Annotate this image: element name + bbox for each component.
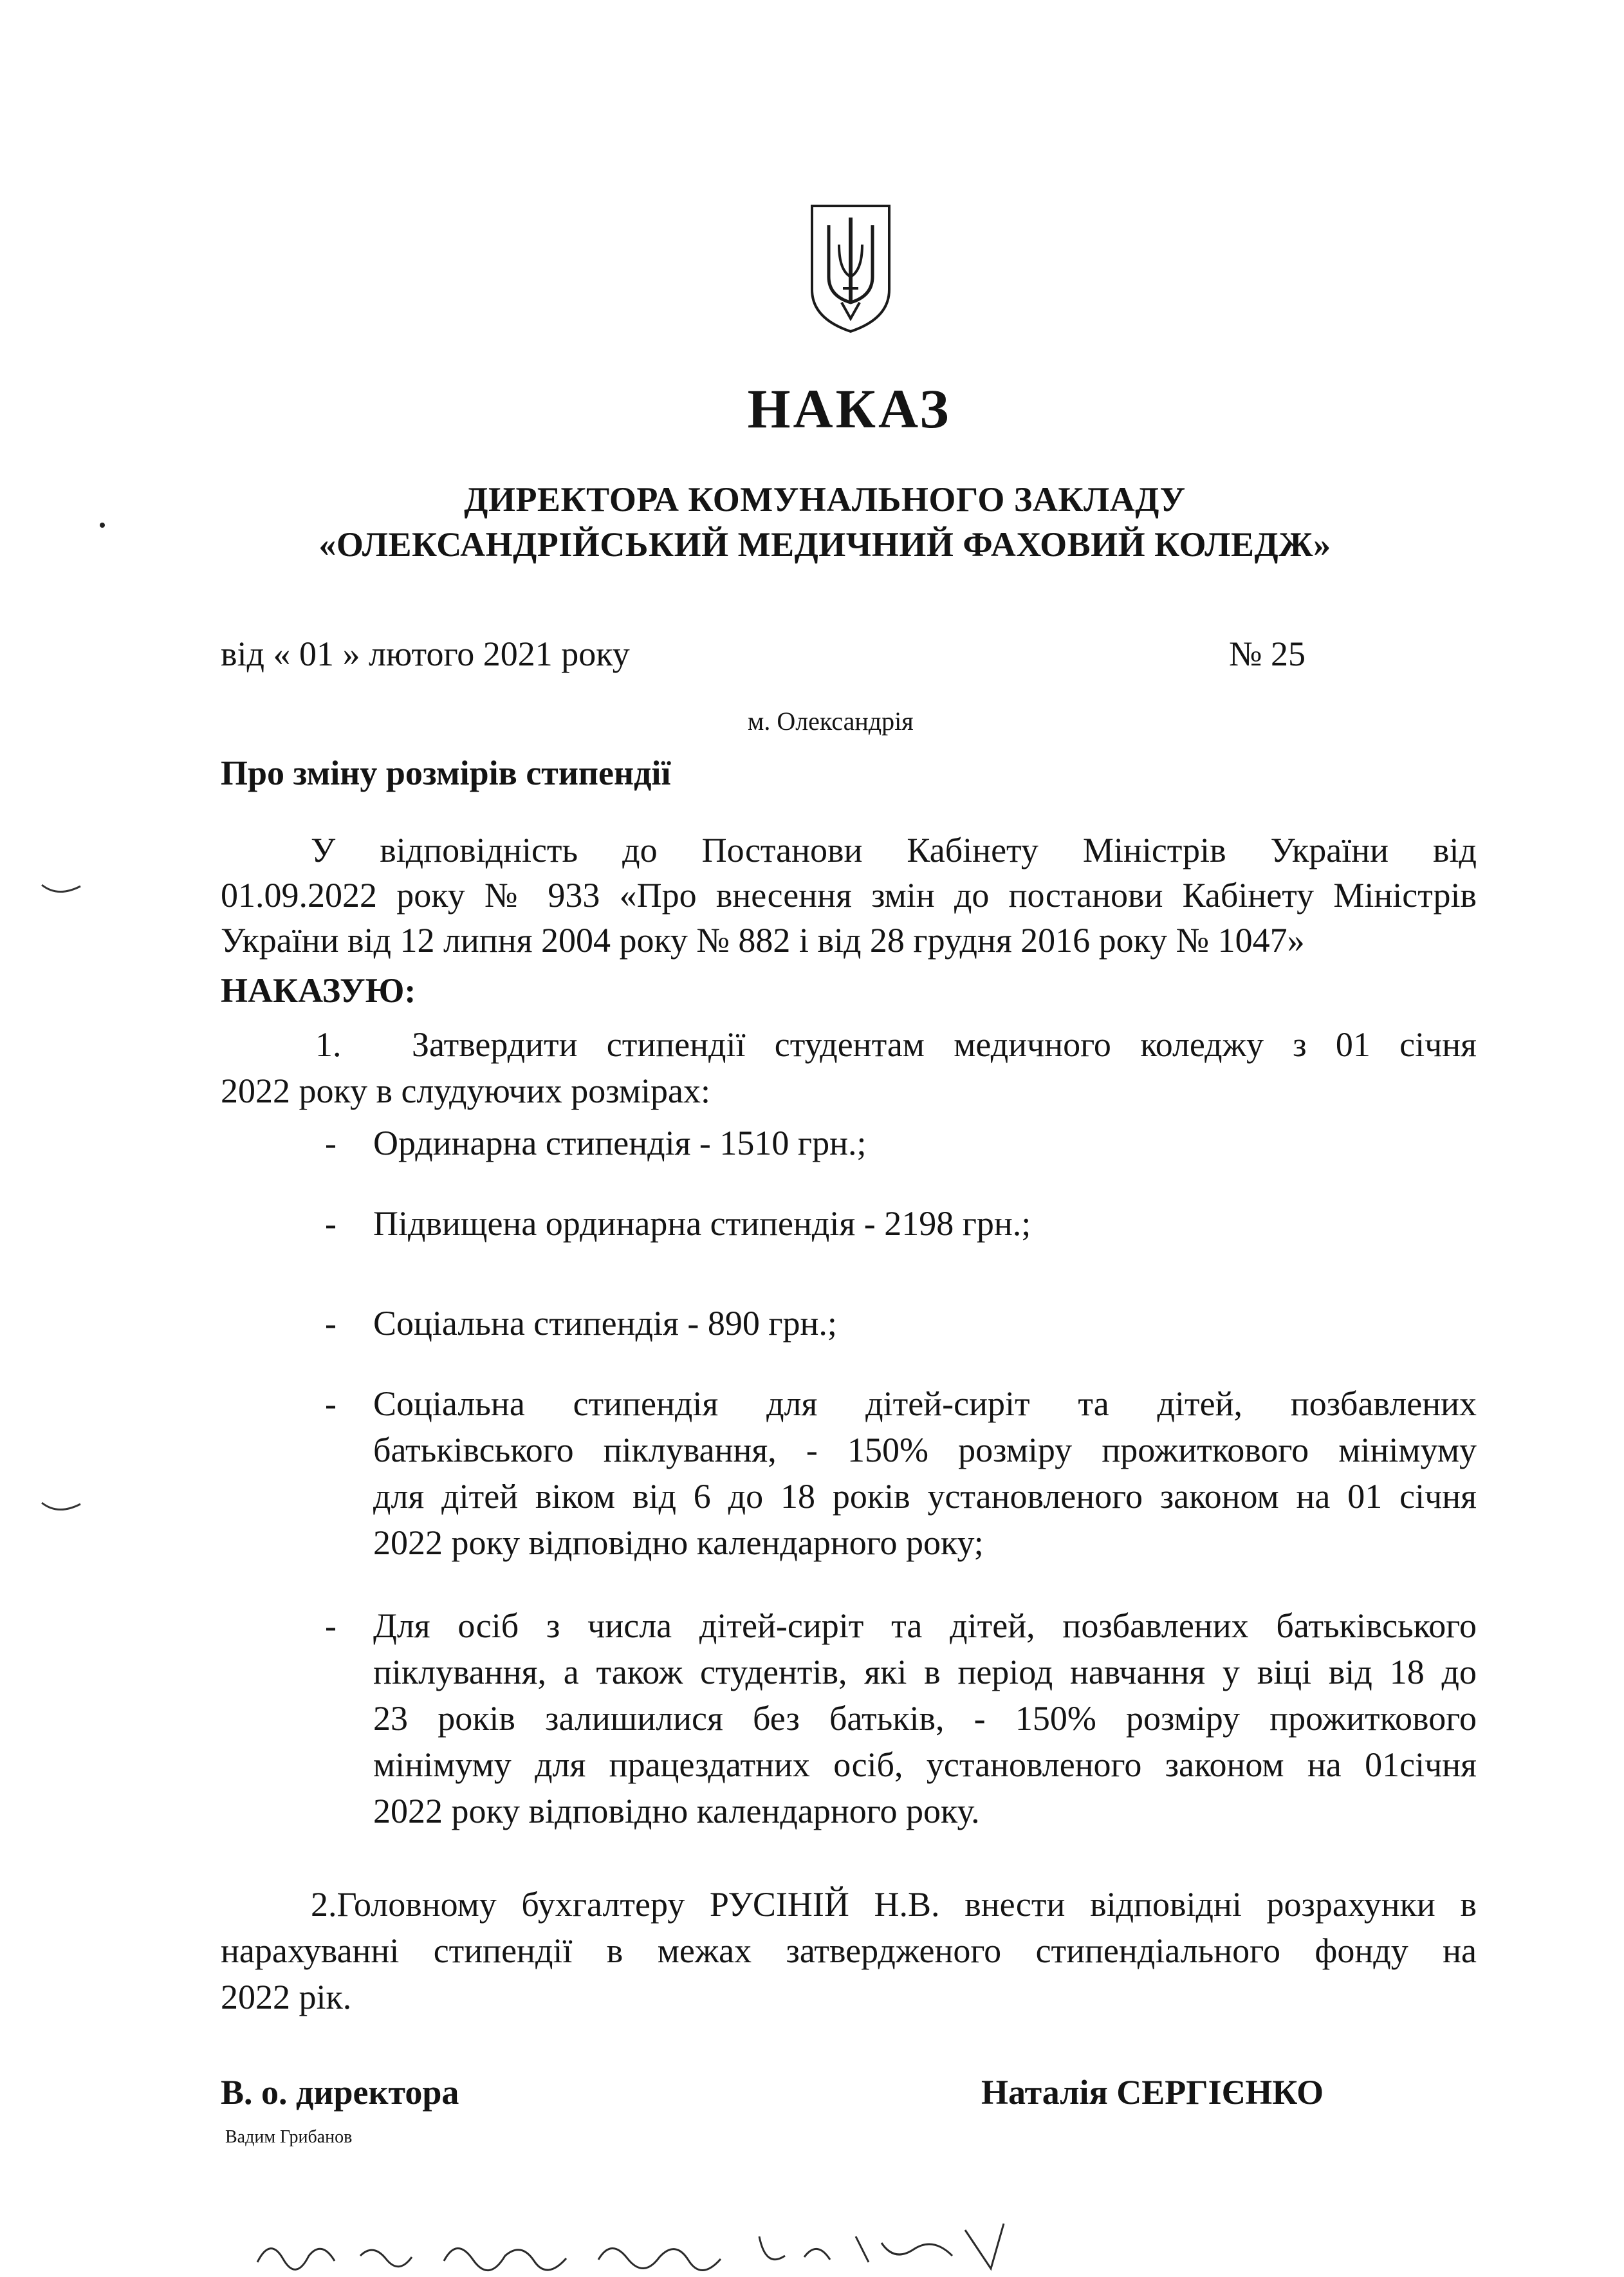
item1-line-2: 2022 року в слудуючих розмірах:	[221, 1072, 711, 1110]
preamble-line-3: України від 12 липня 2004 року № 882 і від 28 грудня 2016 року № 1047»	[221, 921, 1305, 960]
order-keyword: НАКАЗУЮ:	[221, 971, 416, 1010]
order-number: № 25	[1229, 635, 1306, 673]
bullet-orphans-line-3: для дітей віком від 6 до 18 років установленого законом на 01 січня	[373, 1477, 1477, 1516]
item2-line-2: нарахуванні стипендії в межах затвердженого стипендіального фонду на	[221, 1931, 1477, 1970]
bullet-persons-line-3: 23 років залишилися без батьків, - 150% розміру прожиткового	[373, 1699, 1477, 1738]
issuer-line-2: «ОЛЕКСАНДРІЙСЬКИЙ МЕДИЧНИЙ ФАХОВИЙ КОЛЕДЖ»	[318, 525, 1331, 564]
bullet-social-scholarship: Соціальна стипендія - 890 грн.;	[373, 1304, 837, 1343]
issuer-line-1: ДИРЕКТОРА КОМУНАЛЬНОГО ЗАКЛАДУ	[464, 480, 1186, 519]
typed-name-below: Вадим Грибанов	[225, 2127, 353, 2147]
signatory-position: В. о. директора	[221, 2073, 459, 2112]
item2-line-3: 2022 рік.	[221, 1978, 352, 2016]
bullet-ordinary-scholarship: Ординарна стипендія - 1510 грн.;	[373, 1124, 867, 1162]
bullet-dash: -	[325, 1606, 337, 1645]
bullet-persons-line-1: Для осіб з числа дітей-сиріт та дітей, позбавлених батьківського	[373, 1606, 1477, 1645]
bullet-dash: -	[325, 1304, 337, 1343]
scan-edge-mark	[39, 878, 84, 904]
item2-line-1: 2.Головному бухгалтеру РУСІНІЙ Н.В. внести відповідні розрахунки в	[311, 1885, 1477, 1924]
preamble-line-1: У відповідність до Постанови Кабінету Міністрів України від	[311, 831, 1477, 869]
document-title: НАКАЗ	[747, 378, 952, 440]
bullet-dash: -	[325, 1124, 337, 1162]
handwritten-note	[251, 2211, 1023, 2275]
bullet-dash: -	[325, 1384, 337, 1423]
item1-number: 1.	[315, 1025, 342, 1064]
bullet-persons-line-4: мінімуму для працездатних осіб, установленого законом на 01січня	[373, 1745, 1477, 1784]
bullet-persons-line-5: 2022 року відповідно календарного року.	[373, 1792, 980, 1830]
coat-of-arms-emblem	[803, 200, 898, 335]
subject-heading: Про зміну розмірів стипендії	[221, 754, 671, 792]
bullet-orphans-line-4: 2022 року відповідно календарного року;	[373, 1523, 984, 1562]
scan-edge-mark	[39, 1496, 84, 1522]
order-date: від « 01 » лютого 2021 року	[221, 635, 630, 673]
bullet-orphans-line-2: батьківського піклування, - 150% розміру прожиткового мінімуму	[373, 1431, 1477, 1469]
bullet-dash: -	[325, 1204, 337, 1243]
preamble-line-2: 01.09.2022 року № 933 «Про внесення змін до постанови Кабінету Міністрів	[221, 876, 1477, 915]
signatory-name: Наталія СЕРГІЄНКО	[981, 2073, 1324, 2112]
bullet-orphans-line-1: Соціальна стипендія для дітей-сиріт та дітей, позбавлених	[373, 1384, 1477, 1423]
bullet-increased-scholarship: Підвищена ординарна стипендія - 2198 грн.;	[373, 1204, 1031, 1243]
city: м. Олександрія	[748, 707, 914, 736]
scan-dot	[100, 523, 105, 528]
item1-line-1: Затвердити стипендії студентам медичного коледжу з 01 січня	[412, 1025, 1477, 1064]
bullet-persons-line-2: піклування, а також студентів, які в період навчання у віці від 18 до	[373, 1653, 1477, 1691]
